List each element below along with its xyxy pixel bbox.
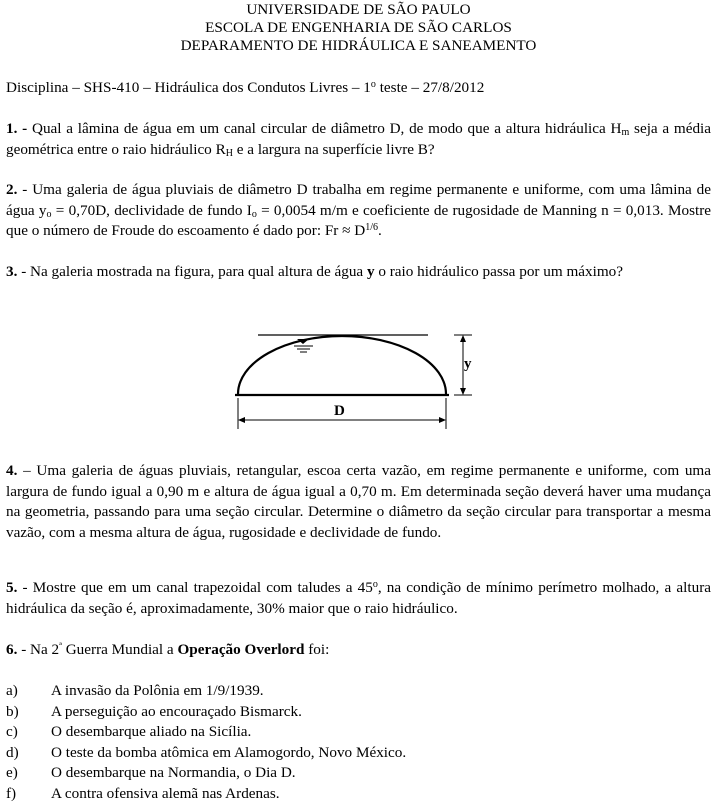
q6-text-3: foi: — [304, 641, 329, 658]
option-text: O desembarque aliado na Sicília. — [51, 722, 251, 743]
course-line — [6, 78, 711, 99]
y-arrow-bottom — [460, 388, 466, 395]
d-label: D — [334, 403, 345, 419]
option-d — [6, 743, 711, 764]
option-letter: d) — [6, 743, 51, 764]
option-letter: c) — [6, 722, 51, 743]
question-1 — [6, 119, 711, 160]
q5-number: 5. — [6, 579, 17, 596]
semicircle-gallery-figure — [228, 318, 478, 430]
q6-text-1: - Na 2 — [17, 641, 59, 658]
q1-text-2: seja a média geométrica entre o raio hidráulico R — [6, 120, 711, 158]
question-4 — [6, 461, 711, 543]
q1-text-1: Qual a lâmina de água em um canal circular de diâmetro D, de modo que a altura hidráulica H — [27, 120, 621, 137]
q3-bold-y: y — [367, 263, 375, 280]
q1-text-3: e a largura na superfície livre B? — [233, 141, 435, 158]
option-text: A invasão da Polônia em 1/9/1939. — [51, 681, 264, 702]
option-e — [6, 763, 711, 784]
option-c — [6, 722, 711, 743]
q5-sup: o — [373, 579, 378, 590]
q6-options — [6, 681, 711, 804]
option-letter: f) — [6, 784, 51, 804]
gallery-arc — [238, 336, 446, 394]
q1-sub-h: H — [226, 148, 233, 159]
q4-text: – Uma galeria de águas pluviais, retangular, escoa certa vazão, em regime permanente e uniforme, com uma largura de fundo igual a 0,90 m e altura de água igual a 0,70 m. Em determinada seção deverá haver uma mudança na geometria, passando para uma seção circular. Determine o diâmetro da seção circular para transportar a mesma vazão, com a mesma altura de água, rugosidade e declividade de fundo. — [6, 462, 711, 541]
y-label: y — [464, 356, 472, 372]
question-3 — [6, 262, 711, 283]
q6-text-2: Guerra Mundial a — [62, 641, 178, 658]
q3-number: 3. — [6, 263, 17, 280]
option-text: O teste da bomba atômica em Alamogordo, Novo México. — [51, 743, 406, 764]
university-name: UNIVERSIDADE DE SÃO PAULO — [0, 1, 717, 19]
option-text: O desembarque na Normandia, o Dia D. — [51, 763, 296, 784]
q2-text-4: . — [378, 222, 382, 239]
q2-text-2: = 0,70D, declividade de fundo I — [52, 202, 252, 219]
d-arrow-left — [238, 417, 245, 423]
q5-text-1: - Mostre que em um canal trapezoidal com taludes a 45 — [17, 579, 372, 596]
q6-bold-operation: Operação Overlord — [177, 641, 304, 658]
q2-sub-o2: o — [252, 209, 257, 220]
y-arrow-top — [460, 335, 466, 342]
option-text: A contra ofensiva alemã nas Ardenas. — [51, 784, 280, 804]
header — [0, 1, 717, 55]
option-a — [6, 681, 711, 702]
q3-text-2: o raio hidráulico passa por um máximo? — [375, 263, 623, 280]
q6-sup: ª — [59, 641, 62, 652]
q2-number: 2. — [6, 181, 17, 198]
question-6 — [6, 640, 711, 661]
school-name: ESCOLA DE ENGENHARIA DE SÃO CARLOS — [0, 19, 717, 37]
q1-sub-m: m — [622, 127, 630, 138]
question-5 — [6, 578, 711, 619]
d-arrow-right — [439, 417, 446, 423]
q2-sup: 1/6 — [365, 222, 378, 233]
department-name: DEPARAMENTO DE HIDRÁULICA E SANEAMENTO — [0, 37, 717, 55]
course-prefix: Disciplina – SHS-410 – Hidráulica dos Condutos Livres – 1 — [6, 79, 371, 96]
course-suffix: teste – 27/8/2012 — [376, 79, 484, 96]
option-f — [6, 784, 711, 804]
q4-number: 4. — [6, 462, 17, 479]
q3-text-1: - Na galeria mostrada na figura, para qual altura de água — [17, 263, 367, 280]
q5-text-2: , na condição de mínimo perímetro molhado, a altura hidráulica da seção é, aproximadamente, 30% maior que o raio hidráulico. — [6, 579, 711, 617]
q2-sub-o1: o — [47, 209, 52, 220]
course-sup: o — [371, 79, 376, 90]
option-letter: e) — [6, 763, 51, 784]
option-b — [6, 702, 711, 723]
q6-number: 6. — [6, 641, 17, 658]
question-2 — [6, 180, 711, 242]
option-letter: a) — [6, 681, 51, 702]
q2-text-3: = 0,0054 m/m e coeficiente de rugosidade de Manning n = 0,013. Mostre que o número de Froude do escoamento é dado por: Fr ≈ D — [6, 202, 711, 240]
q2-text-1: - Uma galeria de água pluviais de diâmetro D trabalha em regime permanente e uniforme, com uma lâmina de água y — [6, 181, 711, 219]
option-letter: b) — [6, 702, 51, 723]
q1-number: 1. - — [6, 120, 27, 137]
option-text: A perseguição ao encouraçado Bismarck. — [51, 702, 302, 723]
